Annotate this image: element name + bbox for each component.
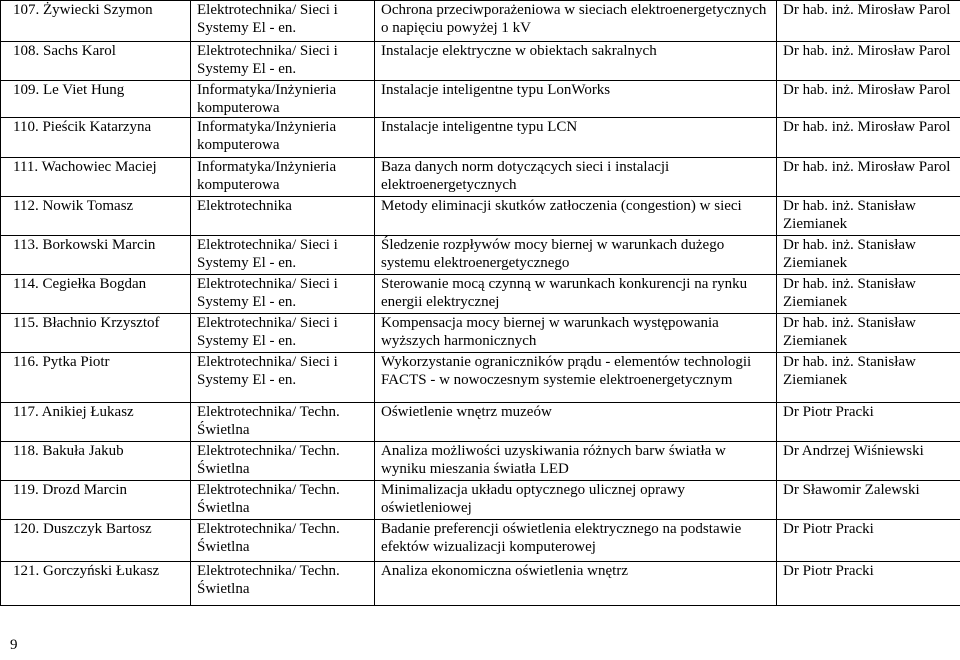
student-name: Duszczyk Bartosz — [43, 521, 152, 537]
table-row — [1, 275, 960, 314]
table-body — [1, 1, 960, 606]
thesis-title-cell: Instalacje elektryczne w obiektach sakralnych — [375, 42, 777, 81]
student-cell — [1, 158, 191, 197]
supervisor-cell: Dr Piotr Pracki — [777, 520, 960, 562]
specialization-cell: Elektrotechnika/ Sieci i Systemy El - en. — [191, 314, 375, 353]
specialization-cell: Informatyka/Inżynieria komputerowa — [191, 118, 375, 158]
student-cell — [1, 520, 191, 562]
student-name: Wachowiec Maciej — [41, 159, 157, 175]
student-name: Anikiej Łukasz — [41, 404, 134, 420]
thesis-title-cell: Oświetlenie wnętrz muzeów — [375, 403, 777, 442]
thesis-title-cell: Kompensacja mocy biernej w warunkach występowania wyższych harmonicznych — [375, 314, 777, 353]
specialization-cell: Elektrotechnika/ Sieci i Systemy El - en. — [191, 275, 375, 314]
student-name: Borkowski Marcin — [42, 237, 156, 253]
supervisor-cell: Dr Sławomir Zalewski — [777, 481, 960, 520]
row-number: 119. — [13, 482, 39, 498]
student-name: Bakuła Jakub — [42, 443, 124, 459]
specialization-cell: Elektrotechnika/ Techn. Świetlna — [191, 481, 375, 520]
supervisor-cell: Dr Piotr Pracki — [777, 403, 960, 442]
thesis-title-cell: Instalacje inteligentne typu LonWorks — [375, 81, 777, 118]
table-row — [1, 353, 960, 403]
row-number: 114. — [13, 276, 39, 292]
table-row — [1, 1, 960, 42]
specialization-cell: Elektrotechnika/ Techn. Świetlna — [191, 520, 375, 562]
thesis-title-cell: Minimalizacja układu optycznego ulicznej oprawy oświetleniowej — [375, 481, 777, 520]
supervisor-cell: Dr hab. inż. Stanisław Ziemianek — [777, 314, 960, 353]
specialization-cell: Elektrotechnika/ Sieci i Systemy El - en. — [191, 1, 375, 42]
student-cell — [1, 562, 191, 606]
table-row — [1, 158, 960, 197]
table-row — [1, 520, 960, 562]
table-row — [1, 562, 960, 606]
thesis-title-cell: Instalacje inteligentne typu LCN — [375, 118, 777, 158]
supervisor-cell: Dr hab. inż. Stanisław Ziemianek — [777, 275, 960, 314]
student-cell — [1, 118, 191, 158]
supervisor-cell: Dr hab. inż. Stanisław Ziemianek — [777, 197, 960, 236]
thesis-title-cell: Analiza możliwości uzyskiwania różnych barw światła w wyniku mieszania światła LED — [375, 442, 777, 481]
student-cell — [1, 1, 191, 42]
specialization-cell: Elektrotechnika/ Sieci i Systemy El - en. — [191, 353, 375, 403]
student-cell — [1, 481, 191, 520]
row-number: 108. — [13, 43, 40, 59]
specialization-cell: Elektrotechnika/ Sieci i Systemy El - en. — [191, 42, 375, 81]
row-number: 121. — [13, 563, 40, 579]
specialization-cell: Elektrotechnika/ Techn. Świetlna — [191, 403, 375, 442]
row-number: 116. — [13, 354, 39, 370]
row-number: 111. — [13, 159, 39, 175]
table-row — [1, 118, 960, 158]
student-cell — [1, 197, 191, 236]
specialization-cell: Elektrotechnika — [191, 197, 375, 236]
supervisor-cell: Dr hab. inż. Stanisław Ziemianek — [777, 236, 960, 275]
row-number: 110. — [13, 119, 39, 135]
student-name: Pieścik Katarzyna — [42, 119, 152, 135]
student-cell — [1, 353, 191, 403]
student-name: Sachs Karol — [43, 43, 116, 59]
table-row — [1, 403, 960, 442]
student-name: Żywiecki Szymon — [43, 2, 153, 18]
supervisor-cell: Dr hab. inż. Stanisław Ziemianek — [777, 353, 960, 403]
student-cell — [1, 275, 191, 314]
student-name: Cegiełka Bogdan — [42, 276, 147, 292]
specialization-cell: Elektrotechnika/ Sieci i Systemy El - en. — [191, 236, 375, 275]
thesis-title-cell: Śledzenie rozpływów mocy biernej w warunkach dużego systemu elektroenergetycznego — [375, 236, 777, 275]
table-row — [1, 481, 960, 520]
row-number: 120. — [13, 521, 40, 537]
supervisor-cell: Dr hab. inż. Mirosław Parol — [777, 118, 960, 158]
thesis-title-cell: Badanie preferencji oświetlenia elektrycznego na podstawie efektów wizualizacji komputerowej — [375, 520, 777, 562]
student-cell — [1, 314, 191, 353]
thesis-title-cell: Wykorzystanie ograniczników prądu - elementów technologii FACTS - w nowoczesnym systemie elektroenergetycznym — [375, 353, 777, 403]
thesis-title-cell: Sterowanie mocą czynną w warunkach konkurencji na rynku energii elektrycznej — [375, 275, 777, 314]
student-name: Drozd Marcin — [42, 482, 128, 498]
thesis-title-cell: Metody eliminacji skutków zatłoczenia (congestion) w sieci — [375, 197, 777, 236]
supervisor-cell: Dr Andrzej Wiśniewski — [777, 442, 960, 481]
supervisor-cell: Dr hab. inż. Mirosław Parol — [777, 42, 960, 81]
student-name: Błachnio Krzysztof — [42, 315, 160, 331]
row-number: 112. — [13, 198, 39, 214]
page-number: 9 — [10, 637, 18, 653]
row-number: 113. — [13, 237, 39, 253]
student-name: Gorczyński Łukasz — [43, 563, 160, 579]
student-cell — [1, 236, 191, 275]
thesis-title-cell: Ochrona przeciwporażeniowa w sieciach elektroenergetycznych o napięciu powyżej 1 kV — [375, 1, 777, 42]
specialization-cell: Informatyka/Inżynieria komputerowa — [191, 158, 375, 197]
table-row — [1, 314, 960, 353]
specialization-cell: Elektrotechnika/ Techn. Świetlna — [191, 562, 375, 606]
row-number: 109. — [13, 82, 40, 98]
row-number: 115. — [13, 315, 39, 331]
student-name: Le Viet Hung — [43, 82, 125, 98]
student-cell — [1, 442, 191, 481]
student-cell — [1, 403, 191, 442]
student-cell — [1, 42, 191, 81]
specialization-cell: Informatyka/Inżynieria komputerowa — [191, 81, 375, 118]
table-row — [1, 42, 960, 81]
table-row — [1, 442, 960, 481]
row-number: 107. — [13, 2, 40, 18]
supervisor-cell: Dr hab. inż. Mirosław Parol — [777, 1, 960, 42]
supervisor-cell: Dr hab. inż. Mirosław Parol — [777, 158, 960, 197]
student-name: Pytka Piotr — [42, 354, 110, 370]
thesis-title-cell: Analiza ekonomiczna oświetlenia wnętrz — [375, 562, 777, 606]
supervisor-cell: Dr Piotr Pracki — [777, 562, 960, 606]
table-row — [1, 81, 960, 118]
row-number: 118. — [13, 443, 39, 459]
specialization-cell: Elektrotechnika/ Techn. Świetlna — [191, 442, 375, 481]
student-cell — [1, 81, 191, 118]
table-row — [1, 197, 960, 236]
table-row — [1, 236, 960, 275]
row-number: 117. — [13, 404, 39, 420]
supervisor-cell: Dr hab. inż. Mirosław Parol — [777, 81, 960, 118]
student-name: Nowik Tomasz — [42, 198, 134, 214]
thesis-title-cell: Baza danych norm dotyczących sieci i instalacji elektroenergetycznych — [375, 158, 777, 197]
